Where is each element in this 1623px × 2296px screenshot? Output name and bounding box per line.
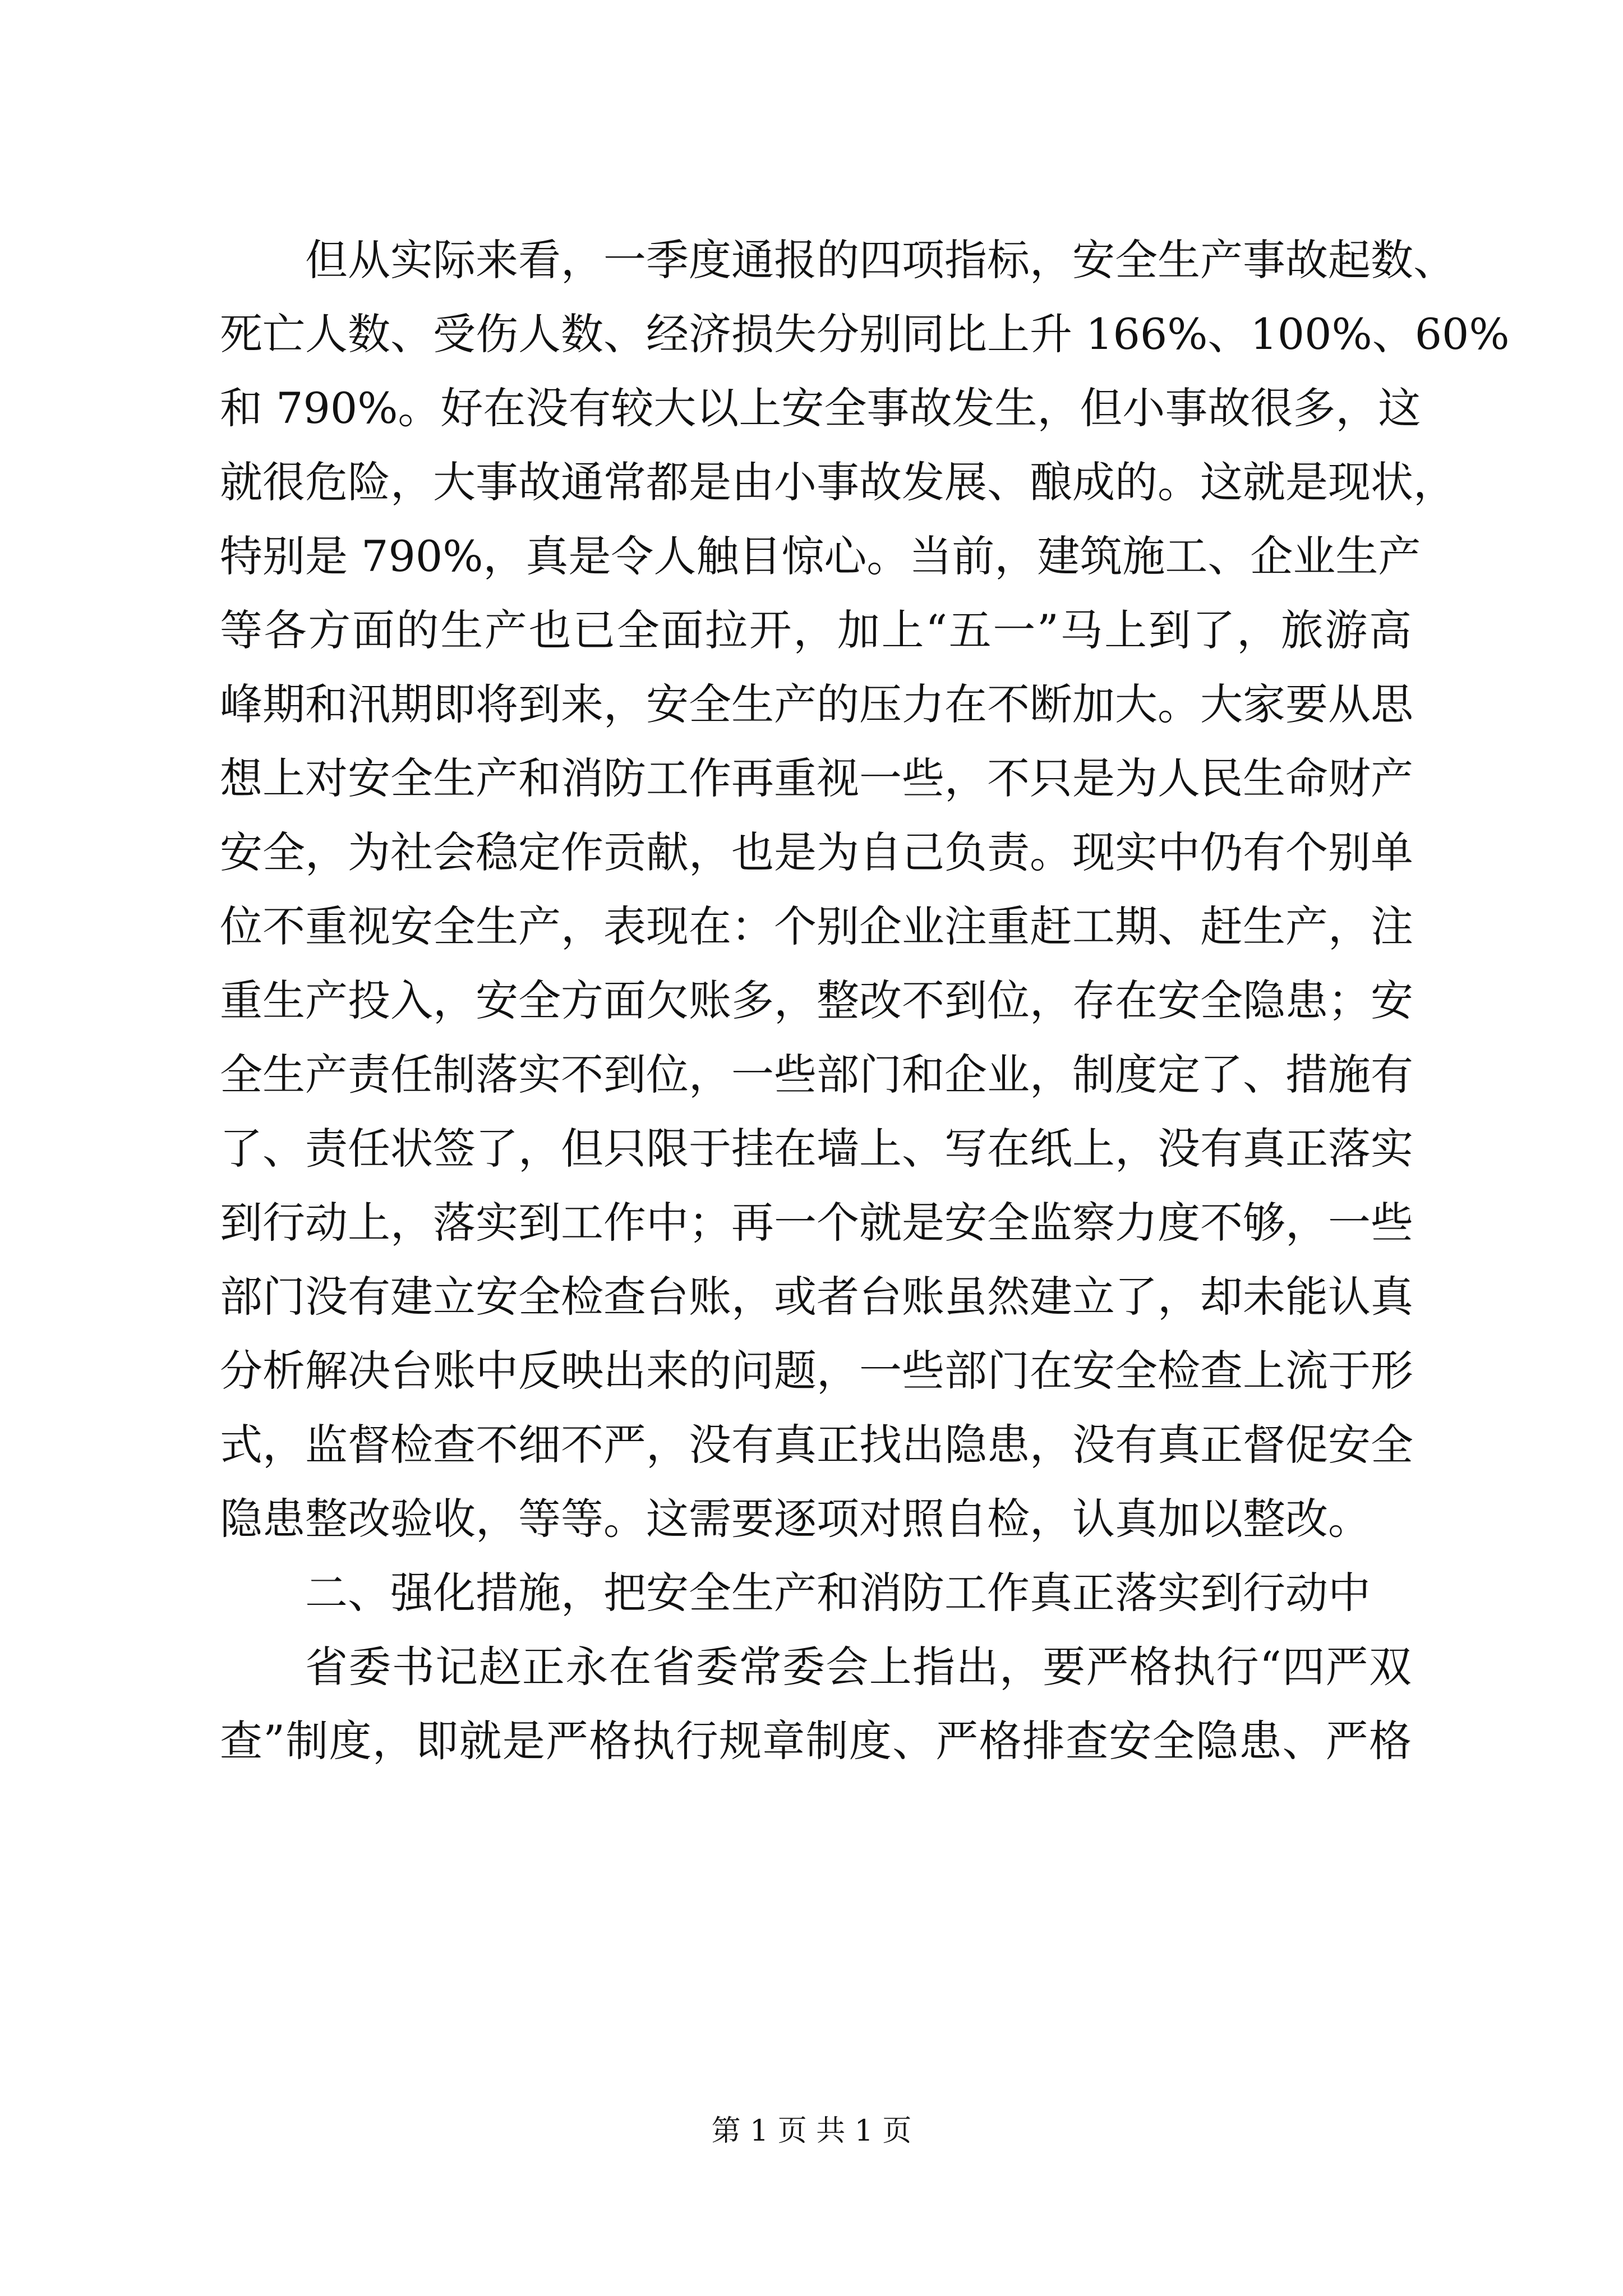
section-heading: 二、强化措施，把安全生产和消防工作真正落实到行动中 <box>305 1568 1371 1618</box>
paragraph-line: 隐患整改验收，等等。这需要逐项对照自检，认真加以整改。 <box>220 1494 1371 1544</box>
paragraph-line: 了、责任状签了，但只限于挂在墙上、写在纸上，没有真正落实 <box>220 1124 1413 1174</box>
paragraph-line: 等各方面的生产也已全面拉开，加上“五一”马上到了，旅游高 <box>220 605 1412 655</box>
paragraph-line: 部门没有建立安全检查台账，或者台账虽然建立了，却未能认真 <box>220 1272 1413 1322</box>
paragraph-line: 查”制度，即就是严格执行规章制度、严格排查安全隐患、严格 <box>220 1716 1412 1766</box>
paragraph-line: 特别是 790%，真是令人触目惊心。当前，建筑施工、企业生产 <box>220 531 1421 581</box>
paragraph-line: 但从实际来看，一季度通报的四项指标，安全生产事故起数、 <box>305 235 1456 285</box>
paragraph-line: 省委书记赵正永在省委常委会上指出，要严格执行“四严双 <box>305 1642 1412 1692</box>
paragraph-line: 重生产投入，安全方面欠账多，整改不到位，存在安全隐患；安 <box>220 976 1413 1025</box>
paragraph-line: 死亡人数、受伤人数、经济损失分别同比上升 166%、100%、60% <box>220 309 1510 359</box>
paragraph-line: 式，监督检查不细不严，没有真正找出隐患，没有真正督促安全 <box>220 1420 1413 1470</box>
paragraph-line: 到行动上，落实到工作中；再一个就是安全监察力度不够，一些 <box>220 1198 1413 1248</box>
paragraph-line: 峰期和汛期即将到来，安全生产的压力在不断加大。大家要从思 <box>220 679 1413 729</box>
paragraph-line: 想上对安全生产和消防工作再重视一些，不只是为人民生命财产 <box>220 753 1413 803</box>
document-body <box>220 223 1510 1778</box>
paragraph-line: 位不重视安全生产，表现在：个别企业注重赶工期、赶生产，注 <box>220 901 1413 951</box>
paragraph-line: 就很危险，大事故通常都是由小事故发展、酿成的。这就是现状， <box>220 457 1456 507</box>
paragraph-line: 全生产责任制落实不到位，一些部门和企业，制度定了、措施有 <box>220 1050 1413 1099</box>
page-footer: 第 1 页 共 1 页 <box>711 2114 912 2148</box>
paragraph-line: 分析解决台账中反映出来的问题，一些部门在安全检查上流于形 <box>220 1346 1413 1396</box>
paragraph-line: 和 790%。好在没有较大以上安全事故发生，但小事故很多，这 <box>220 383 1421 433</box>
paragraph-line: 安全，为社会稳定作贡献，也是为自己负责。现实中仍有个别单 <box>220 827 1413 877</box>
